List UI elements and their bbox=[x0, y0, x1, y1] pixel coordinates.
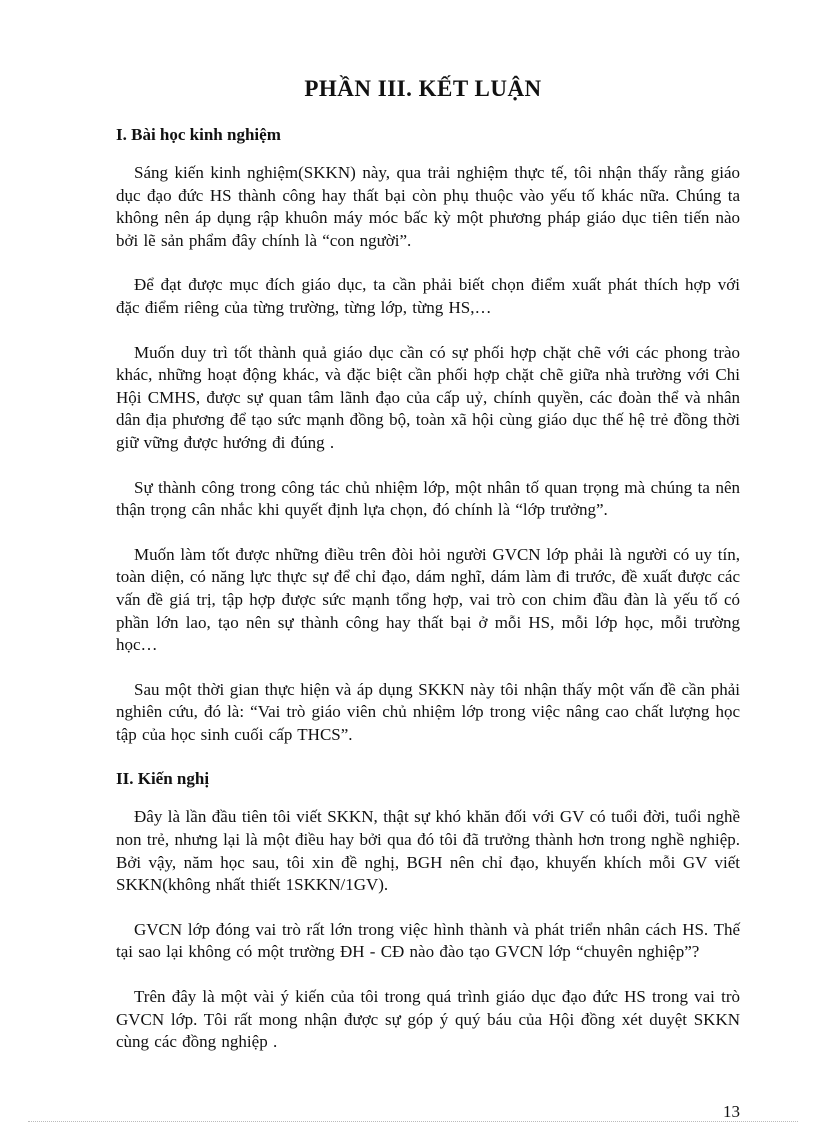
paragraph: GVCN lớp đóng vai trò rất lớn trong việc hình thành và phát triển nhân cách HS. Thế tại sao lại không có một trường ĐH - CĐ nào đào tạo GVCN lớp “chuyên nghiệp”? bbox=[116, 919, 740, 962]
paragraph: Trên đây là một vài ý kiến của tôi trong quá trình giáo dục đạo đức HS trong vai trò GVCN lớp. Tôi rất mong nhận được sự góp ý quý báu của Hội đồng xét duyệt SKKN cùng các đồng nghiệp . bbox=[116, 987, 740, 1052]
document-body bbox=[116, 124, 740, 1054]
section-heading-lessons: I. Bài học kinh nghiệm bbox=[116, 125, 281, 144]
footer-divider bbox=[28, 1121, 798, 1122]
paragraph: Sáng kiến kinh nghiệm(SKKN) này, qua trải nghiệm thực tế, tôi nhận thấy rằng giáo dục đạo đức HS thành công hay thất bại còn phụ thuộc vào yếu tố khác nữa. Chúng ta không nên áp dụng rập khuôn máy móc bấc kỳ một phương pháp giáo dục tiên tiến nào bởi lẽ sản phẩm đây chính là “con người”. bbox=[116, 163, 740, 250]
section-lessons-learned bbox=[116, 124, 740, 746]
paragraph: Muốn làm tốt được những điều trên đòi hỏi người GVCN lớp phải là người có uy tín, toàn diện, có năng lực thực sự để chỉ đạo, dám nghĩ, dám làm đi trước, đề xuất được các vấn đề giá trị, tập hợp được sức mạnh tổng hợp, vai trò con chim đầu đàn là yếu tố có phần lớn lao, tạo nên sự thành công hay thất bại ở mỗi HS, mỗi lớp học, mỗi trường học… bbox=[116, 544, 740, 655]
section-heading-recommendations: II. Kiến nghị bbox=[116, 769, 210, 789]
page-number: 13 bbox=[723, 1102, 740, 1121]
page-title: PHẦN III. KẾT LUẬN bbox=[304, 76, 542, 101]
paragraph: Sự thành công trong công tác chủ nhiệm lớp, một nhân tố quan trọng mà chúng ta nên thận trọng cân nhắc khi quyết định lựa chọn, đó chính là “lớp trưởng”. bbox=[116, 477, 740, 520]
paragraph: Để đạt được mục đích giáo dục, ta cần phải biết chọn điểm xuất phát thích hợp với đặc điểm riêng của từng trường, từng lớp, từng HS,… bbox=[116, 275, 740, 317]
paragraph: Sau một thời gian thực hiện và áp dụng SKKN này tôi nhận thấy một vấn đề cần phải nghiên cứu, đó là: “Vai trò giáo viên chủ nhiệm lớp trong việc nâng cao chất lượng học tập của học sinh cuối cấp THCS”. bbox=[116, 679, 740, 744]
section-recommendations bbox=[116, 768, 740, 1053]
paragraph: Đây là lần đầu tiên tôi viết SKKN, thật sự khó khăn đối với GV có tuổi đời, tuổi nghề non trẻ, nhưng lại là một điều hay bởi qua đó tôi đã trưởng thành hơn trong nghề nghiệp. Bởi vậy, năm học sau, tôi xin đề nghị, BGH nên chỉ đạo, khuyến khích mỗi GV viết SKKN(không nhất thiết 1SKKN/1GV). bbox=[116, 807, 740, 895]
paragraph: Muốn duy trì tốt thành quả giáo dục cần có sự phối hợp chặt chẽ với các phong trào khác, những hoạt động khác, và đặc biệt cần phối hợp chặt chẽ giữa nhà trường với Chi Hội CMHS, được sự quan tâm lãnh đạo của cấp uỷ, chính quyền, các đoàn thể và nhân dân địa phương để tạo sức mạnh đồng bộ, toàn xã hội cùng giáo dục thế hệ trẻ đồng thời giữ vững được hướng đi đúng . bbox=[116, 342, 740, 452]
